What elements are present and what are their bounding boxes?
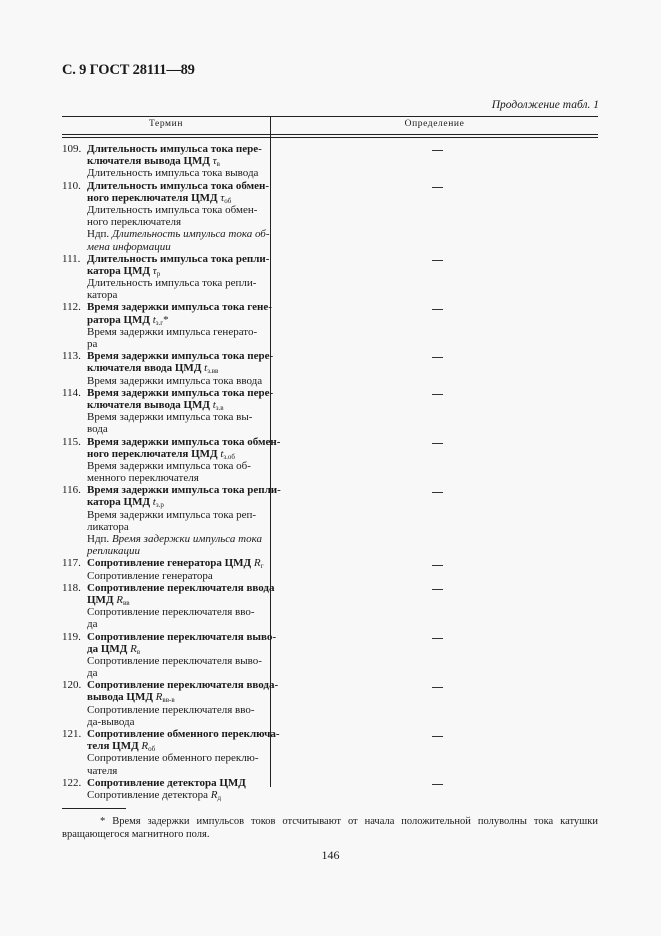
deprecated-line [62,241,267,253]
term-line [62,630,277,643]
term-line [62,777,267,789]
term-line [62,252,270,265]
term-symbol-subscript: в [216,160,220,169]
synonym-text: Длительность импульса тока обмен- [87,203,258,216]
synonym-text: Сопротивление переключателя выво- [87,654,262,667]
column-header-definition: Определение [404,119,465,129]
definition-dash [432,736,443,737]
term-text: ключателя вывода ЦМД [87,398,210,411]
term-line [62,314,267,326]
term-line [62,643,267,655]
synonym-text: Время задержки импульса тока реп- [87,508,257,521]
synonym-text: Время задержки импульса тока вы- [87,411,253,424]
term-symbol: R [141,740,149,753]
term-symbol: t [220,447,224,460]
table-row [62,252,270,302]
deprecated-prefix: Ндп. [87,228,110,241]
table-row [62,630,277,680]
synonym-text: да [87,667,98,680]
definition-dash [432,784,443,785]
synonym-text: ра [87,338,98,350]
term-number: 110. [62,179,81,192]
term-symbol: R [130,642,137,655]
definition-dash [432,565,443,566]
term-text: теля ЦМД [87,740,139,753]
synonym-line [62,216,267,228]
term-text: Сопротивление обменного переключа- [87,728,280,740]
term-line [62,594,267,606]
term-text: Сопротивление переключателя ввода- [87,679,279,692]
deprecated-line [62,533,267,545]
term-symbol-subscript: з.вв [207,367,219,376]
term-symbol-subscript: об [224,196,232,205]
synonym-text: ликатора [87,520,129,533]
footnote-marker: * [163,313,169,326]
term-text: Сопротивление переключателя ввода [87,581,275,594]
deprecated-text: репликации [87,545,141,558]
synonym-line [62,521,267,533]
term-line [62,362,267,374]
synonym-symbol-subscript: д [217,793,222,802]
deprecated-line [62,545,267,557]
term-symbol: t [152,496,156,509]
synonym-text: Сопротивление генератора [87,569,213,582]
table-header-rule [62,134,598,135]
footnote-rule [62,808,126,809]
term-number: 120. [62,679,82,692]
term-number: 112. [62,301,81,314]
term-line [62,386,274,399]
term-text: да ЦМД [87,642,128,655]
term-number: 119. [62,630,81,643]
table-row [62,679,279,728]
term-text: Время задержки импульса тока репли- [87,484,281,497]
definition-dash [432,357,443,358]
synonym-line [62,167,267,179]
term-symbol-subscript: з.р [155,501,164,510]
definition-dash [432,187,443,188]
term-number: 118. [62,581,81,594]
term-symbol-subscript: вв-в [162,696,175,705]
term-number: 116. [62,484,81,497]
deprecated-line [62,228,270,241]
synonym-line [62,667,267,679]
table-row [62,557,267,581]
definition-dash [432,443,443,444]
table-row [62,728,280,777]
table-row [62,777,267,801]
table-row [62,581,275,631]
term-line [62,448,267,460]
synonym-text: да-вывода [87,715,135,728]
synonym-text: катора [87,289,118,302]
term-number: 121. [62,728,82,740]
synonym-line [62,338,267,350]
term-symbol-subscript: г [260,562,264,571]
term-symbol: R [116,593,123,606]
synonym-symbol: R [210,788,218,801]
term-number: 122. [62,776,82,789]
term-text: Время задержки импульса тока гене- [87,301,272,314]
table-row [62,143,267,180]
term-line [62,192,267,204]
term-text: ного переключателя ЦМД [87,191,218,204]
term-number: 115. [62,435,81,448]
synonym-line [62,460,267,472]
table-row [62,435,281,485]
page-number: 146 [321,848,340,862]
term-line [62,496,267,508]
term-symbol-subscript: з.г [155,318,164,327]
definition-dash [432,309,443,310]
term-line [62,301,272,314]
term-line [62,399,267,411]
synonym-text: Время задержки импульса генерато- [87,325,258,338]
term-line [62,155,267,167]
term-symbol-subscript: вв [123,598,130,607]
synonym-line [62,789,267,801]
synonym-text: ного переключателя [87,216,182,229]
term-text: Длительность импульса тока репли- [87,252,270,265]
synonym-line [62,606,267,618]
term-number: 113. [62,350,81,363]
term-text: ратора ЦМД [87,313,150,326]
term-symbol-subscript: в [136,647,141,656]
term-line [62,581,275,594]
synonym-text: да [87,618,98,631]
term-text: Длительность импульса тока пере- [87,143,262,155]
footnote-line-1: * Время задержки импульсов токов отсчитывают от начала положительной полуволны тока катушки [100,816,598,827]
term-number: 117. [62,557,81,570]
definition-dash [432,150,443,151]
term-line [62,679,279,692]
term-text: ключателя ввода ЦМД [87,362,202,375]
definition-dash [432,260,443,261]
term-symbol-subscript: об [148,745,156,754]
term-symbol: t [152,313,156,326]
term-text: Время задержки импульса тока обмен- [87,435,281,448]
table-continuation-label: Продолжение табл. 1 [491,99,599,111]
synonym-line [62,472,267,484]
term-text: ного переключателя ЦМД [87,447,218,460]
term-line [62,484,281,497]
synonym-text: Сопротивление переключателя вво- [87,606,255,619]
deprecated-prefix: Ндп. [87,533,110,545]
term-symbol: t [204,362,208,375]
synonym-text: Длительность импульса тока репли- [87,277,257,290]
synonym-line [62,375,267,387]
table-row [62,350,274,387]
synonym-line [62,618,267,630]
definition-dash [432,589,443,590]
column-header-term: Термин [148,119,184,129]
term-text: ЦМД [87,593,114,606]
table-header-rule-double [62,137,598,138]
synonym-text: вода [87,423,108,436]
term-text: Время задержки импульса тока пере- [87,350,274,363]
term-line [62,435,281,448]
term-line [62,350,274,363]
term-symbol-subscript: з.в [215,403,224,412]
term-line [62,557,267,569]
table-row [62,301,272,350]
term-line [62,740,267,752]
term-number: 114. [62,386,81,399]
synonym-text: менного переключателя [87,472,199,485]
footnote [62,815,598,841]
synonym-line [62,704,267,716]
synonym-text: Время задержки импульса тока об- [87,459,251,472]
term-symbol: τ [220,191,225,204]
term-text: ключателя вывода ЦМД [87,155,210,168]
definition-dash [432,638,443,639]
deprecated-text: Длительность импульса тока об- [111,228,270,241]
table-top-rule [62,116,598,117]
synonym-text: Длительность импульса тока вывода [87,167,259,180]
synonym-line [62,204,267,216]
term-text: Время задержки импульса тока пере- [87,386,274,399]
synonym-line [62,716,267,728]
synonym-line [62,277,267,289]
term-line [62,143,267,155]
term-text: вывода ЦМД [87,691,153,704]
term-line [62,728,280,740]
synonym-text: Время задержки импульса тока ввода [87,374,263,387]
table-row [62,386,274,436]
term-text: Сопротивление детектора ЦМД [87,776,246,789]
synonym-line [62,765,267,777]
synonym-line [62,326,267,338]
term-symbol-subscript: з.об [223,452,235,461]
term-symbol: R [155,691,163,704]
term-line [62,265,267,277]
table-row [62,179,270,253]
term-symbol: R [253,557,261,570]
footnote-line-2: вращающегося магнитного поля. [62,829,210,840]
term-number: 109. [62,143,82,155]
synonym-line [62,423,267,435]
synonym-text: чателя [87,764,118,777]
term-line [62,179,270,192]
deprecated-text: мена информации [87,240,171,253]
definition-dash [432,394,443,395]
definition-dash [432,687,443,688]
table-row [62,484,281,558]
synonym-text: Сопротивление переключателя вво- [87,703,255,716]
term-text: Сопротивление генератора ЦМД [87,557,252,570]
synonym-line [62,509,267,521]
term-text: катора ЦМД [87,264,151,277]
synonym-line [62,655,267,667]
definition-dash [432,492,443,493]
term-line [62,691,267,703]
term-symbol: t [212,398,216,411]
synonym-line [62,411,267,423]
term-entries [62,143,281,802]
synonym-text: Сопротивление детектора [87,788,209,801]
synonym-line [62,289,267,301]
term-text: катора ЦМД [87,496,151,509]
synonym-line [62,752,267,764]
synonym-line [62,570,267,582]
term-symbol: τ [212,155,217,168]
synonym-text: Сопротивление обменного переклю- [87,752,259,765]
deprecated-text: Время задержки импульса тока [111,533,262,545]
term-symbol: τ [152,264,157,277]
term-symbol-subscript: р [156,269,161,278]
term-number: 111. [62,252,81,265]
term-text: Сопротивление переключателя выво- [87,630,277,643]
term-text: Длительность импульса тока обмен- [87,179,270,192]
page-header: С. 9 ГОСТ 28111—89 [62,62,195,78]
